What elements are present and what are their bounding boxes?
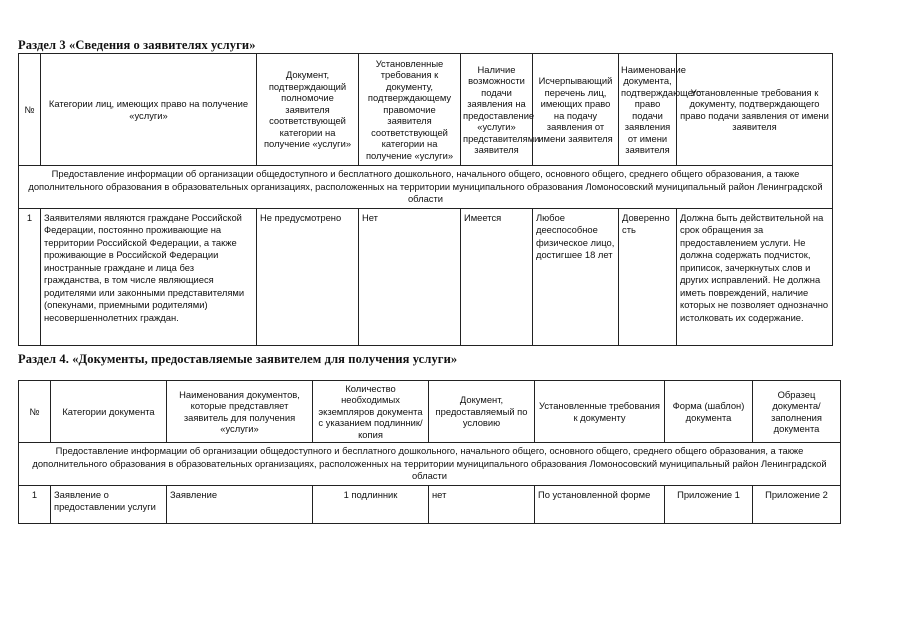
s3-service-description: Предоставление информации об организации общедоступного и бесплатного дошкольного, начального общего, основного общего, среднего общего образования, а также дополнительного образования в образовательных организациях, расположенных на территории муниципального образования Ломоносовский муниципальный район Ленинградской области: [19, 166, 833, 209]
s3-header-persons: Исчерпывающий перечень лиц, имеющих право на подачу заявления от имени заявителя: [533, 54, 619, 166]
s3-header-document-requirements: Установленные требования к документу, подтверждающему правомочие заявителя соответствующей категории на получение «услуги»: [359, 54, 461, 166]
s4-row-requirements: По установленной форме: [535, 485, 665, 523]
s4-header-sample: Образец документа/ заполнения документа: [753, 381, 841, 443]
section-4-service-row: [19, 443, 841, 486]
s4-header-count: Количество необходимых экземпляров документа с указанием подлинник/копия: [313, 381, 429, 443]
s4-header-form: Форма (шаблон) документа: [665, 381, 753, 443]
s4-row-sample: Приложение 2: [753, 485, 841, 523]
s4-header-requirements: Установленные требования к документу: [535, 381, 665, 443]
s4-service-description: Предоставление информации об организации общедоступного и бесплатного дошкольного, начального общего, основного общего, среднего общего образования, а также дополнительного образования в образовательных организациях, расположенных на территории муниципального образования Ломоносовский муниципальный район Ленинградской области: [19, 443, 841, 486]
section-4-data-row: [19, 485, 841, 523]
s4-row-category: Заявление о предоставлении услуги: [51, 485, 167, 523]
s3-header-number: №: [19, 54, 41, 166]
s4-row-number: 1: [19, 485, 51, 523]
s4-header-name: Наименования документов, которые представляет заявитель для получения «услуги»: [167, 381, 313, 443]
s4-header-number: №: [19, 381, 51, 443]
section-3-header-row: [19, 54, 833, 166]
s3-row-rep-requirements: Должна быть действительной на срок обращения за предоставлением услуги. Не должна содержать подчисток, приписок, зачеркнутых слов и других исправлений. Не должна иметь повреждений, наличие которых не позволяет однозначно истолковать их содержание.: [677, 208, 833, 345]
s3-row-persons: Любое дееспособное физическое лицо, достигшее 18 лет: [533, 208, 619, 345]
s3-header-representative: Наличие возможности подачи заявления на предоставление «услуги» представителями заявителя: [461, 54, 533, 166]
s3-header-rep-requirements: Установленные требования к документу, подтверждающего право подачи заявления от имени заявителя: [677, 54, 833, 166]
section-3-data-row: [19, 208, 833, 345]
s3-header-category: Категории лиц, имеющих право на получение «услуги»: [41, 54, 257, 166]
s4-row-conditional: нет: [429, 485, 535, 523]
s4-header-conditional: Документ, предоставляемый по условию: [429, 381, 535, 443]
s3-header-document: Документ, подтверждающий полномочие заявителя соответствующей категории на получение «услуги»: [257, 54, 359, 166]
s4-row-form: Приложение 1: [665, 485, 753, 523]
section-4-title: Раздел 4. «Документы, предоставляемые заявителем для получения услуги»: [18, 352, 458, 366]
s3-row-document-requirements: Нет: [359, 208, 461, 345]
s3-row-representative: Имеется: [461, 208, 533, 345]
section-3-service-row: [19, 166, 833, 209]
section-4-table: [18, 380, 841, 524]
section-3-table: [18, 53, 833, 346]
s3-row-rep-document: Доверенность: [619, 208, 677, 345]
s4-row-name: Заявление: [167, 485, 313, 523]
s3-header-rep-document: Наименование документа, подтверждающего право подачи заявления от имени заявителя: [619, 54, 677, 166]
section-3-title: Раздел 3 «Сведения о заявителях услуги»: [18, 38, 256, 52]
s3-row-category: Заявителями являются граждане Российской Федерации, постоянно проживающие на территории Российской Федерации, а также проживающие в Российской Федерации иностранные граждане и лица без гражданства, в том числе являющиеся родителями или законными представителями (опекунами, приемными родителями) несовершеннолетних граждан.: [41, 208, 257, 345]
s3-row-document: Не предусмотрено: [257, 208, 359, 345]
s3-row-number: 1: [19, 208, 41, 345]
s4-header-category: Категории документа: [51, 381, 167, 443]
s4-row-count: 1 подлинник: [313, 485, 429, 523]
section-4-header-row: [19, 381, 841, 443]
